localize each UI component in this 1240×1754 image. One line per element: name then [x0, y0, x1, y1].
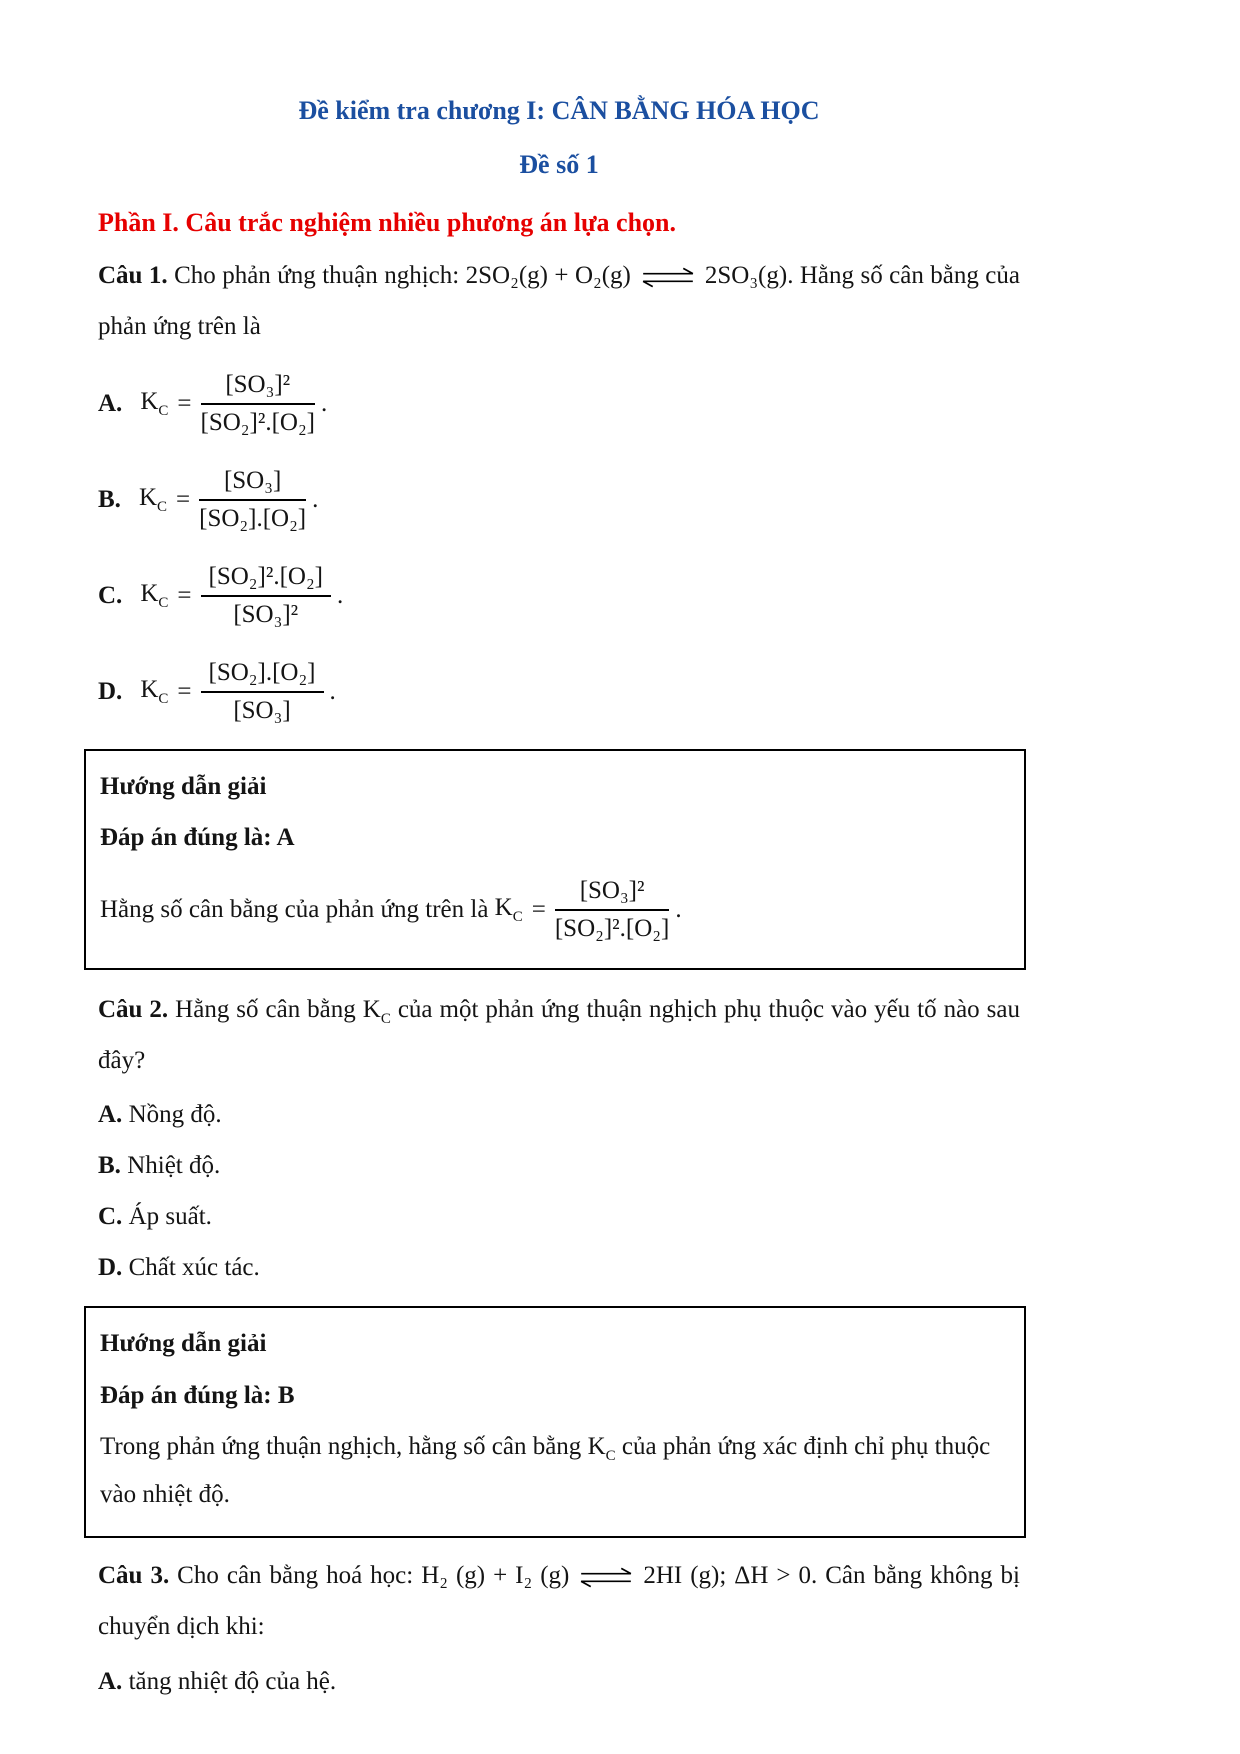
part1-heading: Phần I. Câu trắc nghiệm nhiều phương án lựa chọn. — [98, 208, 677, 237]
period: . — [675, 895, 682, 923]
kc-base: K — [138, 483, 157, 511]
reaction-left: H₂ (g) + I₂ (g) — [421, 1562, 570, 1589]
question-3-text — [98, 1550, 1020, 1653]
solution-answer: Đáp án đúng là: B — [100, 1381, 295, 1409]
fraction — [555, 877, 670, 943]
question-2-before: Hằng số cân bằng — [168, 995, 363, 1023]
reaction-right: 2HI (g); ΔH > 0. — [643, 1562, 818, 1589]
q2-option-b — [98, 1143, 1020, 1188]
fraction-numerator: [SO₃]² — [201, 371, 316, 405]
option-text: Nhiệt độ. — [120, 1152, 221, 1179]
explanation-text: Hằng số cân bằng của phản ứng trên là — [100, 895, 489, 923]
option-text: tăng nhiệt độ của hệ. — [122, 1667, 337, 1695]
kc-symbol — [362, 995, 391, 1027]
fraction-denominator: [SO₂].[O₂] — [199, 504, 307, 532]
kc-subscript: C — [158, 402, 169, 419]
fraction — [199, 467, 306, 533]
option-label: A. — [98, 389, 123, 417]
fraction-numerator: [SO₃]² — [555, 877, 670, 911]
kc-base: K — [140, 675, 159, 703]
fraction-denominator: [SO₃] — [233, 696, 291, 724]
fraction — [201, 563, 332, 629]
reaction-left: 2SO₂(g) + O₂(g) — [465, 262, 631, 289]
equals-sign: = — [531, 895, 546, 923]
explanation-before: Trong phản ứng thuận nghịch, hằng số cân bằng — [100, 1433, 588, 1460]
solution-explanation — [100, 1423, 1010, 1518]
kc-symbol — [587, 1433, 616, 1464]
question-3-after: Cân bằng không bị chuyển dịch khi: — [98, 1562, 1020, 1641]
fraction — [201, 659, 324, 725]
equilibrium-arrow-icon — [639, 267, 697, 288]
kc-base: K — [494, 893, 513, 921]
option-text: Áp suất. — [122, 1203, 212, 1230]
solution-explanation — [100, 870, 1010, 950]
kc-subscript: C — [380, 1010, 391, 1027]
fraction-denominator: [SO₂]².[O₂] — [200, 408, 315, 436]
option-label: C. — [98, 1203, 123, 1230]
fraction-denominator: [SO₃]² — [233, 600, 299, 628]
question-2-text — [98, 984, 1020, 1087]
option-label: A. — [98, 1667, 123, 1695]
solution-heading: Hướng dẫn giải — [100, 772, 267, 800]
page-subtitle: Đề số 1 — [519, 150, 599, 179]
kc-subscript: C — [158, 594, 169, 611]
fraction-numerator: [SO₂].[O₂] — [201, 659, 324, 693]
q2-option-a — [98, 1092, 1020, 1137]
kc-base: K — [362, 995, 381, 1023]
kc-subscript: C — [605, 1448, 616, 1464]
option-label: B. — [98, 1152, 121, 1179]
q3-option-a — [98, 1659, 1020, 1704]
kc-subscript: C — [157, 498, 168, 515]
equals-sign: = — [176, 485, 191, 513]
q2-option-c — [98, 1194, 1020, 1239]
period: . — [337, 581, 344, 609]
option-label: A. — [98, 1101, 123, 1128]
explanation-after: của phản ứng xác định chỉ phụ thuộc vào nhiệt độ. — [100, 1433, 991, 1508]
kc-subscript: C — [512, 908, 523, 925]
fraction — [201, 371, 316, 437]
fraction-numerator: [SO₂]².[O₂] — [201, 563, 332, 597]
equals-sign: = — [177, 581, 192, 609]
solution-answer: Đáp án đúng là: A — [100, 824, 295, 851]
period: . — [321, 389, 328, 417]
page-title: Đề kiểm tra chương I: CÂN BẰNG HÓA HỌC — [298, 96, 820, 125]
q1-solution-box — [84, 749, 1026, 970]
reaction-right: 2SO₃(g) — [704, 262, 788, 289]
q1-option-b — [98, 459, 1020, 541]
question-1-before: Cho phản ứng thuận nghịch: — [167, 262, 466, 289]
option-label: C. — [98, 581, 123, 609]
option-text: Nồng độ. — [122, 1101, 222, 1128]
q2-solution-box — [84, 1306, 1026, 1538]
kc-symbol — [495, 894, 523, 926]
question-1-text — [98, 250, 1020, 353]
option-text: Chất xúc tác. — [122, 1254, 260, 1281]
kc-symbol — [140, 388, 168, 420]
question-2-after: của một phản ứng thuận nghịch phụ thuộc vào yếu tố nào sau đây? — [98, 995, 1020, 1074]
equilibrium-arrow-icon — [577, 1567, 635, 1588]
q1-option-c — [98, 555, 1020, 637]
q1-option-a — [98, 363, 1020, 445]
question-1-after: . Hằng số cân bằng của phản ứng trên là — [98, 262, 1020, 341]
equals-sign: = — [177, 677, 192, 705]
fraction-denominator: [SO₂]².[O₂] — [554, 914, 670, 942]
q1-option-d — [98, 651, 1020, 733]
option-label: D. — [98, 677, 123, 705]
period: . — [312, 485, 319, 513]
kc-symbol — [139, 484, 167, 516]
option-label: D. — [98, 1254, 123, 1281]
kc-base: K — [140, 387, 159, 415]
option-label: B. — [98, 485, 121, 513]
kc-symbol — [140, 676, 168, 708]
q2-option-d — [98, 1245, 1020, 1290]
question-1-label: Câu 1. — [98, 262, 168, 289]
period: . — [329, 677, 336, 705]
fraction-numerator: [SO₃] — [199, 467, 306, 501]
question-3-before: Cho cân bằng hoá học: — [169, 1562, 422, 1589]
question-2-label: Câu 2. — [98, 995, 169, 1023]
kc-base: K — [587, 1433, 606, 1460]
kc-base: K — [140, 579, 159, 607]
kc-subscript: C — [158, 690, 169, 707]
question-3-label: Câu 3. — [98, 1562, 170, 1589]
kc-symbol — [140, 580, 168, 612]
equals-sign: = — [177, 389, 192, 417]
solution-heading: Hướng dẫn giải — [100, 1330, 267, 1357]
